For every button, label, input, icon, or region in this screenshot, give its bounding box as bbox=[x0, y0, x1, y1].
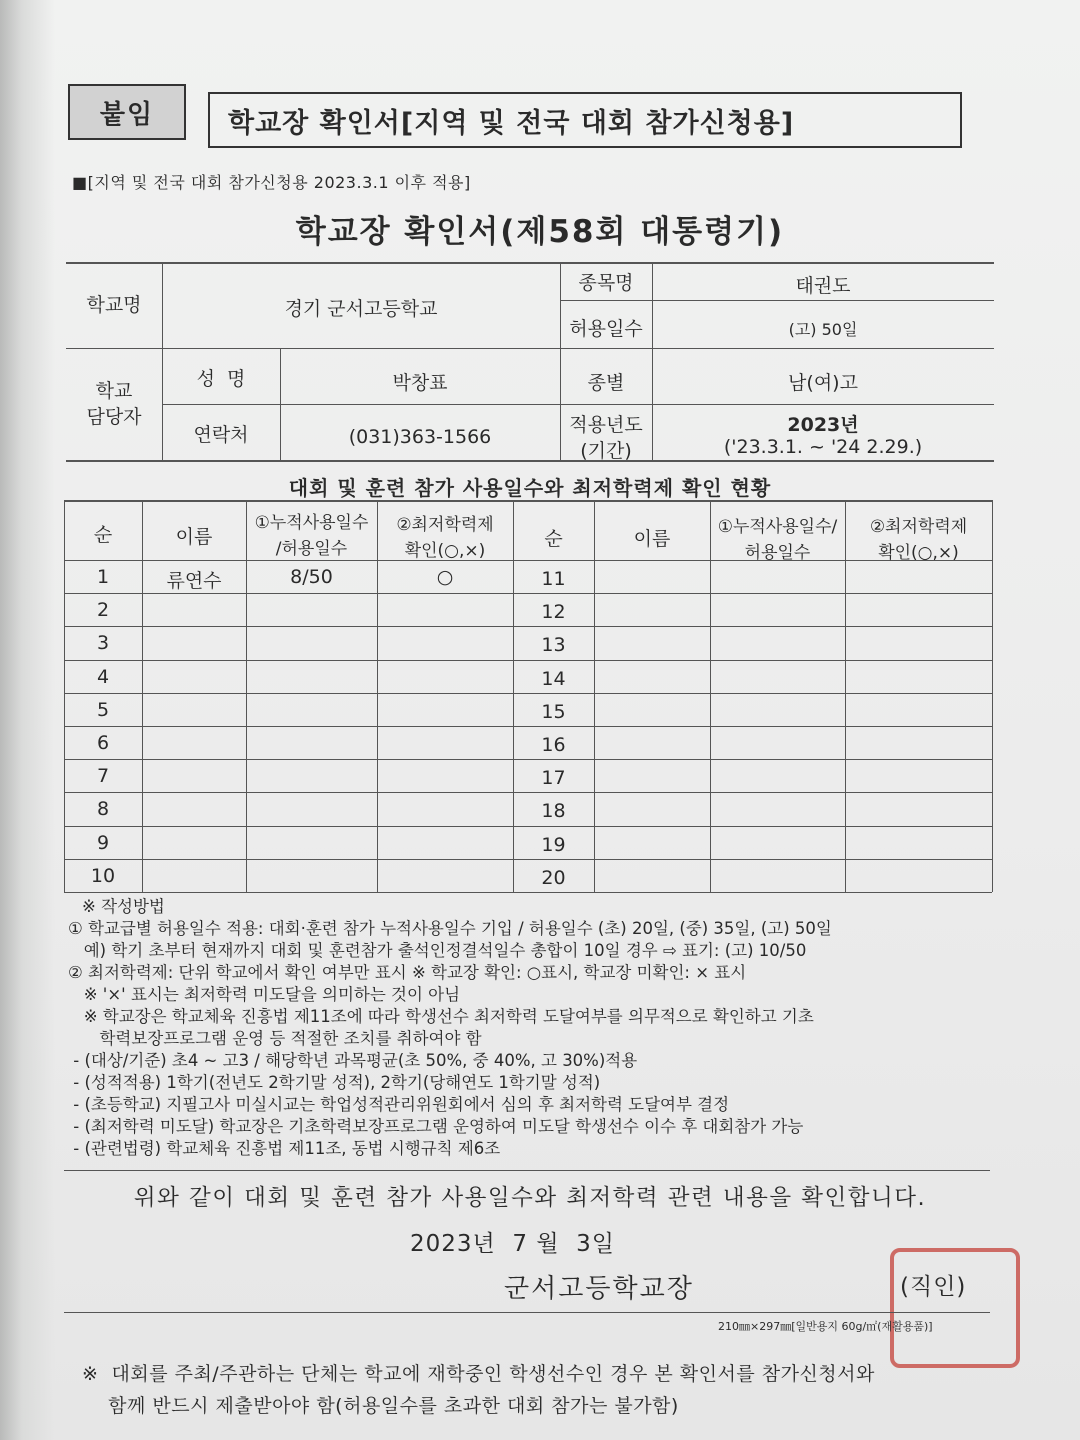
row-number: 6 bbox=[96, 732, 110, 754]
row-number: 7 bbox=[96, 765, 110, 788]
event-label: 종목명 bbox=[578, 272, 634, 294]
row-number: 4 bbox=[96, 665, 110, 688]
attachment-tag: 붙임 bbox=[68, 84, 186, 140]
name-label: 성 명 bbox=[196, 368, 246, 390]
row-number-right: 13 bbox=[541, 634, 566, 657]
paper-spec: 210㎜×297㎜[일반용지 60g/㎡(재활용품)] bbox=[718, 1320, 933, 1333]
submission-note-line2: 함께 반드시 제출받아야 함(허용일수를 초과한 대회 참가는 불가함) bbox=[82, 1395, 679, 1417]
col-header-academic-right: ②최저학력제 bbox=[869, 517, 968, 537]
row-name: 류연수 bbox=[166, 570, 222, 592]
note-line: - (초등학교) 지필고사 미실시교는 학업성적관리위원회에서 심의 후 최저학력 도달여부 결정 bbox=[68, 1095, 730, 1114]
school-value: 경기 군서고등학교 bbox=[284, 298, 438, 320]
row-number-right: 16 bbox=[541, 734, 566, 756]
section-title: 대회 및 훈련 참가 사용일수와 최저학력제 확인 현황 bbox=[288, 476, 772, 500]
writing-instructions bbox=[68, 896, 998, 1160]
participation-table bbox=[64, 500, 992, 892]
col-header-days-right-sub: 허용일수 bbox=[744, 543, 811, 563]
info-table bbox=[66, 262, 994, 462]
seal-label: (직인) bbox=[900, 1274, 967, 1300]
event-value: 태권도 bbox=[795, 275, 851, 297]
col-header-name: 이름 bbox=[175, 526, 213, 548]
school-label: 학교명 bbox=[86, 294, 142, 316]
note-line: - (최저학력 미도달) 학교장은 기초학력보장프로그램 운영하여 미도달 학생선수 이수 후 대회참가 가능 bbox=[68, 1117, 804, 1136]
row-number-right: 20 bbox=[541, 866, 566, 889]
row-number: 1 bbox=[96, 566, 110, 588]
header-title: 학교장 확인서[지역 및 전국 대회 참가신청용] bbox=[208, 92, 962, 148]
applicability-note: ■[지역 및 전국 대회 참가신청용 2023.3.1 이후 적용] bbox=[72, 173, 471, 192]
allowed-days-value: (고) 50일 bbox=[788, 320, 858, 339]
note-line: ① 학교급별 허용일수 적용: 대회·훈련 참가 누적사용일수 기입 / 허용일수 (초) 20일, (중) 35일, (고) 50일 bbox=[68, 919, 832, 938]
allowed-days-label: 허용일수 bbox=[569, 318, 643, 340]
col-header-academic-right-sub: 확인(○,×) bbox=[878, 543, 959, 563]
year-label-line2: (기간) bbox=[580, 440, 632, 462]
row-number: 9 bbox=[96, 831, 110, 854]
row-academic-check: ○ bbox=[436, 566, 454, 588]
col-header-academic-sub: 확인(○,×) bbox=[404, 541, 486, 561]
confirmation-statement: 위와 같이 대회 및 훈련 참가 사용일수와 최저학력 관련 내용을 확인합니다. bbox=[133, 1185, 927, 1211]
row-number-right: 18 bbox=[541, 800, 566, 823]
notes-heading: ※ 작성방법 bbox=[82, 897, 165, 916]
staff-label-line1: 학교 bbox=[95, 380, 133, 402]
issue-date: 2023년 7 월 3일 bbox=[410, 1231, 616, 1257]
note-line: ※ 학교장은 학교체육 진흥법 제11조에 따라 학생선수 최저학력 도달여부를 의무적으로 확인하고 기초 bbox=[68, 1007, 814, 1026]
contact-value: (031)363-1566 bbox=[348, 426, 492, 448]
year-value: 2023년 bbox=[787, 414, 859, 436]
row-number-right: 19 bbox=[541, 833, 566, 856]
row-number-right: 15 bbox=[541, 700, 566, 723]
row-number-right: 14 bbox=[541, 667, 566, 690]
row-number: 3 bbox=[96, 632, 110, 655]
row-days: 8/50 bbox=[290, 566, 333, 588]
year-label-line1: 적용년도 bbox=[569, 414, 643, 436]
submission-note-line1: ※ 대회를 주최/주관하는 단체는 학교에 재학중인 학생선수인 경우 본 확인서를 참가신청서와 bbox=[82, 1363, 875, 1385]
note-line: 학력보장프로그램 운영 등 적절한 조치를 취하여야 함 bbox=[68, 1029, 482, 1048]
type-value: 남(여)고 bbox=[788, 372, 858, 394]
row-number-right: 17 bbox=[541, 767, 566, 790]
row-number: 8 bbox=[96, 798, 110, 821]
note-line: - (대상/기준) 초4 ~ 고3 / 해당학년 과목평균(초 50%, 중 40%, 고 30%)적용 bbox=[68, 1051, 638, 1070]
name-value: 박창표 bbox=[392, 372, 448, 394]
col-header-name-right: 이름 bbox=[633, 528, 671, 550]
col-header-academic: ②최저학력제 bbox=[396, 515, 494, 535]
period-value: ('23.3.1. ~ '24 2.29.) bbox=[723, 436, 923, 458]
principal-name: 군서고등학교장 bbox=[504, 1274, 694, 1304]
col-header-no-right: 순 bbox=[544, 528, 563, 550]
row-number-right: 12 bbox=[541, 601, 566, 624]
submission-note bbox=[82, 1358, 875, 1422]
note-line: - (성적적용) 1학기(전년도 2학기말 성적), 2학기(당해연도 1학기말 성적) bbox=[68, 1073, 601, 1092]
col-header-days-right: ①누적사용일수/ bbox=[717, 517, 838, 537]
note-line: - (관련법령) 학교체육 진흥법 제11조, 동법 시행규칙 제6조 bbox=[68, 1139, 501, 1158]
type-label: 종별 bbox=[587, 372, 625, 394]
row-number: 5 bbox=[96, 698, 110, 721]
col-header-no: 순 bbox=[93, 524, 113, 546]
official-seal bbox=[890, 1248, 1020, 1368]
document-title: 학교장 확인서(제58회 대통령기) bbox=[295, 214, 785, 250]
note-line: ② 최저학력제: 단위 학교에서 확인 여부만 표시 ※ 학교장 확인: ○표시, 학교장 미확인: × 표시 bbox=[68, 963, 747, 982]
contact-label: 연락처 bbox=[193, 424, 249, 446]
row-number-right: 11 bbox=[541, 568, 566, 590]
row-number: 10 bbox=[90, 864, 116, 887]
note-line: 예) 학기 초부터 현재까지 대회 및 훈련참가 출석인정결석일수 총합이 10일 경우 ⇨ 표기: (고) 10/50 bbox=[68, 941, 807, 960]
col-header-days: ①누적사용일수 bbox=[254, 513, 369, 533]
staff-label-line2: 담당자 bbox=[86, 406, 142, 428]
note-line: ※ '×' 표시는 최저학력 미도달을 의미하는 것이 아님 bbox=[68, 985, 461, 1004]
col-header-days-sub: /허용일수 bbox=[275, 539, 348, 559]
row-number: 2 bbox=[96, 599, 110, 622]
